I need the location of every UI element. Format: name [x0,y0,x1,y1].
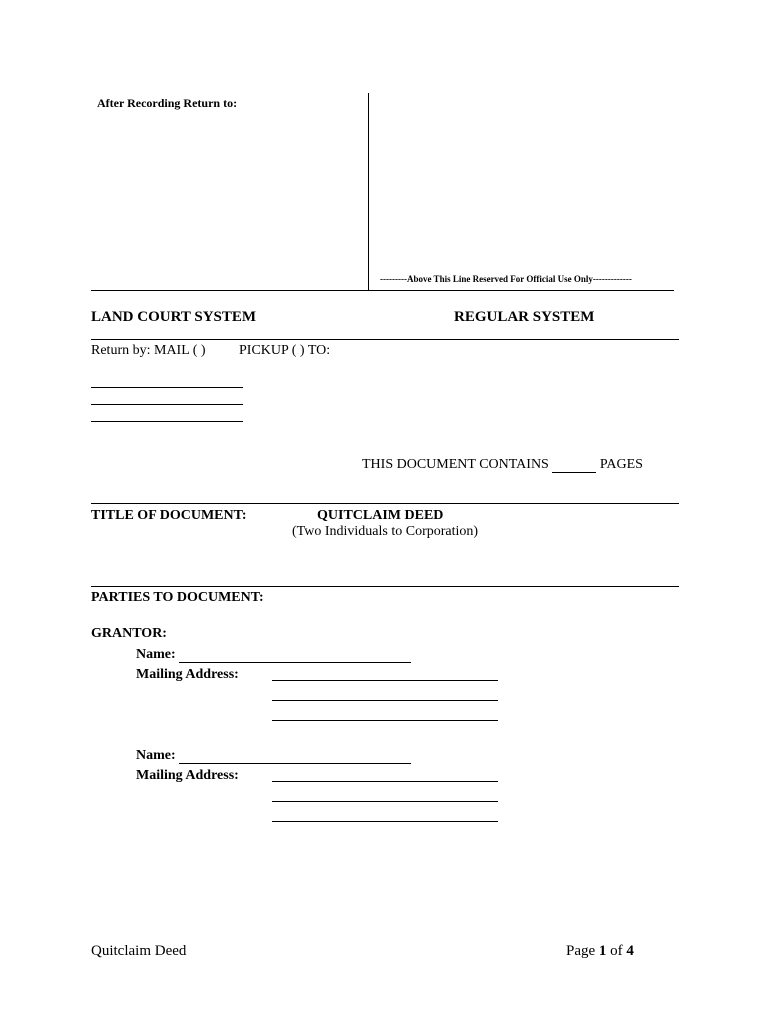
page-count-prefix: THIS DOCUMENT CONTAINS [362,457,549,472]
official-use-label: ---------Above This Line Reserved For Official Use Only------------- [380,274,632,284]
return-by-pickup-label: PICKUP ( ) TO: [239,343,331,358]
parties-label: PARTIES TO DOCUMENT: [91,590,264,605]
return-to-label: After Recording Return to: [97,96,238,110]
grantor-1-name-field[interactable] [179,649,411,663]
grantor-2-address-line-2[interactable] [272,801,498,802]
footer-page-number [566,943,634,960]
page-count-blank[interactable] [552,459,596,473]
grantor-2-name-field[interactable] [179,750,411,764]
grantor-1-address-line-1[interactable] [272,680,498,681]
footer-page-current: 1 [598,943,607,959]
footer-page-word: Page [566,943,596,959]
footer-page-total: 4 [626,943,634,959]
parties-top-rule [91,586,679,587]
footer-document-name: Quitclaim Deed [91,943,187,959]
grantor-1-name-label: Name: [136,647,176,662]
title-of-document-label: TITLE OF DOCUMENT: [91,508,247,523]
header-left-rule [91,290,369,291]
document-subtitle: (Two Individuals to Corporation) [292,524,479,539]
footer-of-word: of [610,943,623,959]
grantor-label: GRANTOR: [91,626,167,641]
page-count-line [362,457,643,473]
regular-system-label: REGULAR SYSTEM [454,309,595,325]
grantor-1-mailing-label: Mailing Address: [136,667,239,682]
grantor-1-address-line-3[interactable] [272,720,498,721]
return-address-line-2[interactable] [91,404,243,405]
return-by-mail-label: Return by: MAIL ( ) [91,343,206,358]
header-right-rule [369,290,674,291]
systems-rule [91,339,679,340]
land-court-system-label: LAND COURT SYSTEM [91,309,257,325]
grantor-2-name-row [136,748,411,764]
grantor-1-address-line-2[interactable] [272,700,498,701]
return-address-line-3[interactable] [91,421,243,422]
document-title: QUITCLAIM DEED [317,508,444,523]
grantor-2-mailing-label: Mailing Address: [136,768,239,783]
return-address-line-1[interactable] [91,387,243,388]
grantor-2-name-label: Name: [136,748,176,763]
grantor-2-address-line-3[interactable] [272,821,498,822]
title-top-rule [91,503,679,504]
grantor-2-address-line-1[interactable] [272,781,498,782]
header-vertical-divider [368,93,369,290]
page-count-suffix: PAGES [599,457,643,472]
grantor-1-name-row [136,647,411,663]
